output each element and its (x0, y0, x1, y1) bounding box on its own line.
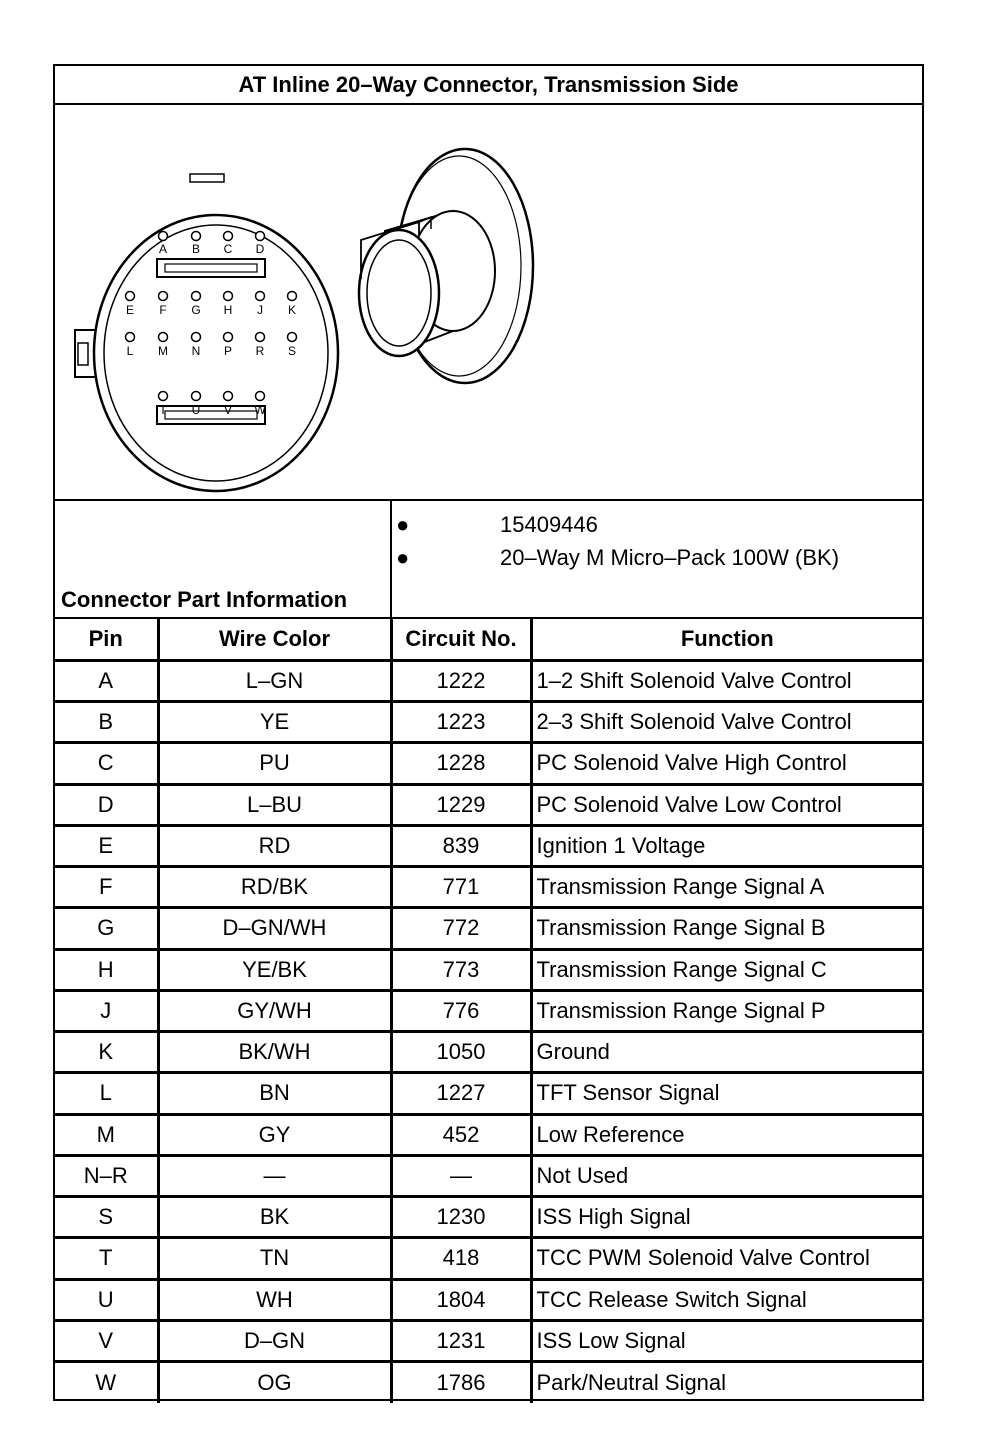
pin-cavity (159, 333, 168, 342)
pin-label: G (191, 303, 201, 317)
cell-wire-color: BN (158, 1073, 391, 1114)
top-tab (190, 174, 224, 182)
cell-wire-color: L–GN (158, 660, 391, 701)
pin-label: C (223, 242, 233, 256)
bullet-icon: ● (396, 545, 410, 570)
table-row (55, 867, 922, 908)
cell-pin: U (55, 1279, 158, 1320)
pin-label: B (191, 242, 201, 256)
pin-label: V (223, 403, 233, 417)
cell-pin: N–R (55, 1155, 158, 1196)
cell-circuit-no: 1230 (391, 1197, 531, 1238)
part-info-label: Connector Part Information (61, 587, 348, 612)
cell-wire-color: WH (158, 1279, 391, 1320)
cell-wire-color: — (158, 1155, 391, 1196)
pin-label: N (191, 344, 201, 358)
header-pin: Pin (55, 619, 158, 660)
cell-wire-color: D–GN/WH (158, 908, 391, 949)
header-function: Function (531, 619, 922, 660)
barrel-mouth (359, 230, 439, 356)
cell-circuit-no: 1222 (391, 660, 531, 701)
cell-wire-color: GY (158, 1114, 391, 1155)
pin-cavity (126, 292, 135, 301)
cell-wire-color: BK/WH (158, 1032, 391, 1073)
connector-sheet (53, 64, 924, 1401)
table-row (55, 702, 922, 743)
pin-label: F (159, 303, 167, 317)
cell-function: Transmission Range Signal B (531, 908, 922, 949)
cell-function: Ignition 1 Voltage (531, 825, 922, 866)
pin-cavity (126, 333, 135, 342)
pin-cavity (224, 392, 233, 401)
table-row (55, 784, 922, 825)
cell-wire-color: TN (158, 1238, 391, 1279)
pin-label: E (125, 303, 135, 317)
cell-function: 2–3 Shift Solenoid Valve Control (531, 702, 922, 743)
pin-cavity (159, 232, 168, 241)
cell-wire-color: RD/BK (158, 867, 391, 908)
pin-cavity (192, 392, 201, 401)
cell-pin: L (55, 1073, 158, 1114)
cell-function: ISS Low Signal (531, 1320, 922, 1361)
pin-label: L (126, 344, 134, 358)
table-row (55, 1320, 922, 1361)
pin-cavity (159, 392, 168, 401)
pin-cavity (224, 292, 233, 301)
cell-function: Transmission Range Signal A (531, 867, 922, 908)
cell-function: Park/Neutral Signal (536, 1369, 727, 1395)
table-row (55, 908, 922, 949)
cell-function: Ground (531, 1032, 922, 1073)
cell-pin: H (55, 949, 158, 990)
header-wire-color: Wire Color (158, 619, 391, 660)
table-row (55, 1114, 922, 1155)
cell-function: PC Solenoid Valve Low Control (531, 784, 922, 825)
cell-circuit-no: 839 (391, 825, 531, 866)
pin-cavity (159, 292, 168, 301)
cell-pin: D (55, 784, 158, 825)
table-row (55, 1197, 922, 1238)
cell-function: Transmission Range Signal C (531, 949, 922, 990)
cell-circuit-no: 1231 (391, 1320, 531, 1361)
table-row (55, 1279, 922, 1320)
upper-key-slot-inner (165, 264, 257, 272)
pin-cavity (224, 232, 233, 241)
cell-wire-color: YE (158, 702, 391, 743)
cell-circuit-no: 776 (391, 990, 531, 1031)
cell-pin: E (55, 825, 158, 866)
cell-wire-color: OG (158, 1362, 391, 1403)
cell-circuit-no: 1229 (391, 784, 531, 825)
pin-label: S (287, 344, 297, 358)
cell-circuit-no: — (391, 1155, 531, 1196)
table-body (55, 660, 922, 1403)
pin-label: P (223, 344, 233, 358)
connector-face-view (75, 174, 338, 501)
pin-label: W (254, 403, 266, 417)
cell-pin: F (55, 867, 158, 908)
cell-circuit-no: 418 (391, 1238, 531, 1279)
pin-cavity (256, 292, 265, 301)
cell-wire-color: L–BU (158, 784, 391, 825)
pinout-table (55, 619, 922, 1403)
cell-circuit-no: 452 (391, 1114, 531, 1155)
bullet-icon: ● (396, 512, 410, 537)
pin-cavity (256, 392, 265, 401)
pin-label: U (191, 403, 201, 417)
cell-pin: C (55, 743, 158, 784)
cell-function: Transmission Range Signal P (531, 990, 922, 1031)
cell-pin: M (55, 1114, 158, 1155)
table-row (55, 1032, 922, 1073)
table-header-row (55, 619, 922, 660)
cell-circuit-no: 1804 (391, 1279, 531, 1320)
table-row (55, 660, 922, 701)
connector-side-view (359, 149, 533, 383)
pin-label: A (158, 242, 168, 256)
cell-wire-color: BK (158, 1197, 391, 1238)
cell-pin: T (55, 1238, 158, 1279)
lower-key-slot-inner (165, 411, 257, 419)
cell-wire-color: YE/BK (158, 949, 391, 990)
pin-label: K (287, 303, 297, 317)
header-circuit-no: Circuit No. (391, 619, 531, 660)
cell-function: TFT Sensor Signal (531, 1073, 922, 1114)
cell-circuit-no: 1223 (391, 702, 531, 743)
cell-pin: S (55, 1197, 158, 1238)
table-row (55, 1155, 922, 1196)
table-row (55, 1073, 922, 1114)
cell-wire-color: RD (158, 825, 391, 866)
cell-circuit-no: 1050 (391, 1032, 531, 1073)
cell-wire-color: D–GN (158, 1320, 391, 1361)
pin-cavity (256, 232, 265, 241)
cell-pin: A (55, 660, 158, 701)
cell-circuit-no: 1786 (391, 1362, 531, 1403)
pin-cavity (256, 333, 265, 342)
cell-circuit-no: 772 (391, 908, 531, 949)
cell-function: 1–2 Shift Solenoid Valve Control (531, 660, 922, 701)
cell-circuit-no: 771 (391, 867, 531, 908)
part-info-row (55, 501, 922, 619)
connector-drawing (55, 105, 922, 501)
pin-label: D (255, 242, 265, 256)
cell-pin: G (55, 908, 158, 949)
cell-function: TCC Release Switch Signal (531, 1279, 922, 1320)
part-info-label-cell (55, 501, 392, 617)
pin-label: T (159, 403, 167, 417)
page-title: AT Inline 20–Way Connector, Transmission Side (55, 66, 922, 105)
pin-label: H (223, 303, 233, 317)
latch-inner (78, 343, 88, 365)
table-row (55, 743, 922, 784)
connector-illustration (55, 105, 922, 501)
cell-pin: K (55, 1032, 158, 1073)
cell-pin: J (55, 990, 158, 1031)
table-row (55, 1238, 922, 1279)
cell-function: TCC PWM Solenoid Valve Control (531, 1238, 922, 1279)
pin-cavity (192, 232, 201, 241)
cell-circuit-no: 1227 (391, 1073, 531, 1114)
cell-pin: B (55, 702, 158, 743)
cell-pin: V (55, 1320, 158, 1361)
table-row (55, 825, 922, 866)
table-row (55, 990, 922, 1031)
table-row (55, 1362, 922, 1403)
cell-function: Low Reference (531, 1114, 922, 1155)
cell-circuit-no: 773 (391, 949, 531, 990)
cell-wire-color: PU (158, 743, 391, 784)
pin-label: J (257, 303, 263, 317)
pin-label: M (158, 344, 168, 358)
pin-cavity (288, 292, 297, 301)
table-row (55, 949, 922, 990)
cell-pin: W (55, 1362, 158, 1403)
pin-label: R (255, 344, 265, 358)
cell-function: Not Used (531, 1155, 922, 1196)
cell-function: PC Solenoid Valve High Control (531, 743, 922, 784)
pin-cavity (192, 292, 201, 301)
part-info-list: ● 15409446 ● 20–Way M Micro–Pack 100W (BK) (396, 512, 840, 570)
cell-function: ISS High Signal (531, 1197, 922, 1238)
cell-wire-color: GY/WH (158, 990, 391, 1031)
pin-cavity (224, 333, 233, 342)
cell-circuit-no: 1228 (391, 743, 531, 784)
pin-cavity (288, 333, 297, 342)
pin-cavity (192, 333, 201, 342)
